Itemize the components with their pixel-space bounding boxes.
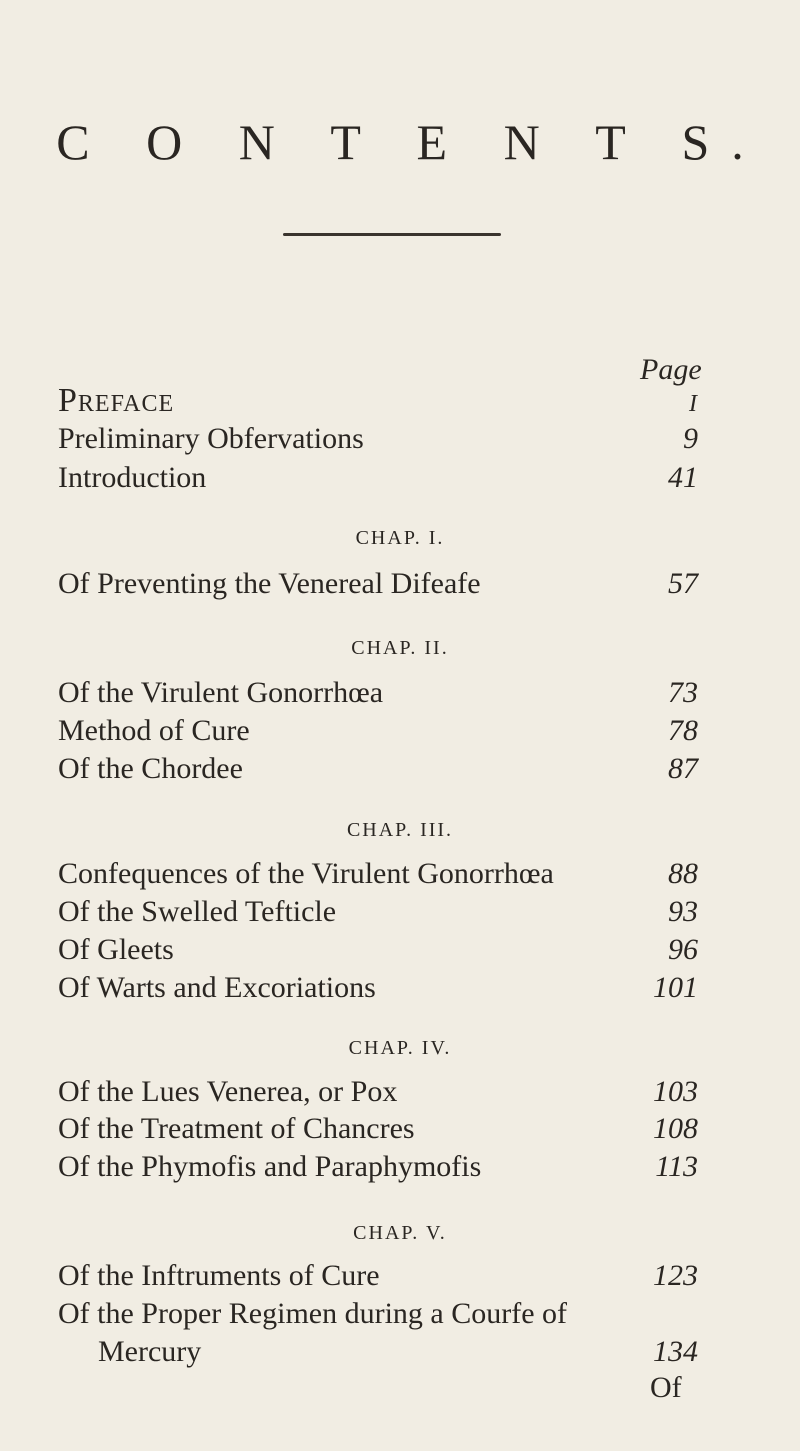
entry-title: Of the Chordee: [58, 752, 243, 785]
toc-entry: [58, 1073, 698, 1111]
entry-title: Of the Swelled Tefticle: [58, 895, 337, 928]
page-title: C O N T E N T S.: [56, 114, 766, 170]
chapter-heading: CHAP. IV.: [348, 1037, 452, 1059]
entry-page: 57: [668, 567, 698, 600]
entry-page: 113: [655, 1150, 698, 1183]
toc-entry: [58, 750, 698, 788]
chapter-heading: CHAP. III.: [346, 819, 454, 841]
toc-entry: [58, 855, 698, 893]
entry-title: Confequences of the Virulent Gonorrhœa: [58, 857, 554, 890]
toc-entry: [58, 893, 698, 931]
chapter-heading: CHAP. II.: [351, 637, 449, 659]
entry-title: Introduction: [58, 461, 207, 494]
catchword: Of: [650, 1371, 682, 1404]
toc-entry: [58, 1257, 698, 1295]
title-rule: [283, 233, 501, 236]
entry-page: 93: [668, 895, 698, 928]
entry-page: 87: [668, 752, 698, 785]
toc-entry: [58, 674, 698, 712]
entry-page: 101: [653, 971, 698, 1004]
entry-page: 96: [668, 933, 698, 966]
entry-title: Preliminary Obfervations: [58, 422, 364, 455]
entry-page: 134: [653, 1335, 698, 1368]
entry-title: Of the Lues Venerea, or Pox: [58, 1075, 398, 1108]
entry-page: 88: [668, 857, 698, 890]
entry-title: Of the Treatment of Chancres: [58, 1112, 415, 1145]
toc-entry: [58, 969, 698, 1007]
entry-page: 108: [653, 1112, 698, 1145]
entry-page: i: [689, 382, 698, 419]
entry-title: Of Gleets: [58, 933, 174, 966]
entry-title: Of the Virulent Gonorrhœa: [58, 676, 384, 709]
toc-entry-continuation: [98, 1333, 698, 1371]
entry-page: 73: [668, 676, 698, 709]
toc-entry: [58, 1110, 698, 1148]
toc-entry: [58, 1295, 698, 1333]
entry-title: Of the Inftruments of Cure: [58, 1259, 380, 1292]
page-column-label: Page: [640, 353, 702, 386]
entry-title: Of Warts and Excoriations: [58, 971, 376, 1004]
entry-title: Of the Phymofis and Paraphymofis: [58, 1150, 482, 1183]
entry-page: 78: [668, 714, 698, 747]
entry-title: Mercury: [98, 1335, 202, 1368]
entry-title: Of Preventing the Venereal Difeafe: [58, 567, 481, 600]
toc-entry: [58, 459, 698, 497]
entry-title: Method of Cure: [58, 714, 250, 747]
toc-entry: [58, 565, 698, 603]
toc-entry: [58, 1148, 698, 1186]
toc-entry: [58, 931, 698, 969]
toc-entry: [58, 420, 698, 458]
entry-page: 103: [653, 1075, 698, 1108]
entry-title: Preface: [58, 382, 175, 419]
entry-page: 123: [653, 1259, 698, 1292]
toc-entry-preface: [58, 382, 698, 420]
entry-title: Of the Proper Regimen during a Courfe of: [58, 1297, 568, 1330]
chapter-heading: CHAP. V.: [353, 1222, 447, 1244]
entry-page: 41: [668, 461, 698, 494]
toc-entry: [58, 712, 698, 750]
chapter-heading: CHAP. I.: [355, 527, 445, 549]
entry-page: 9: [683, 422, 698, 455]
